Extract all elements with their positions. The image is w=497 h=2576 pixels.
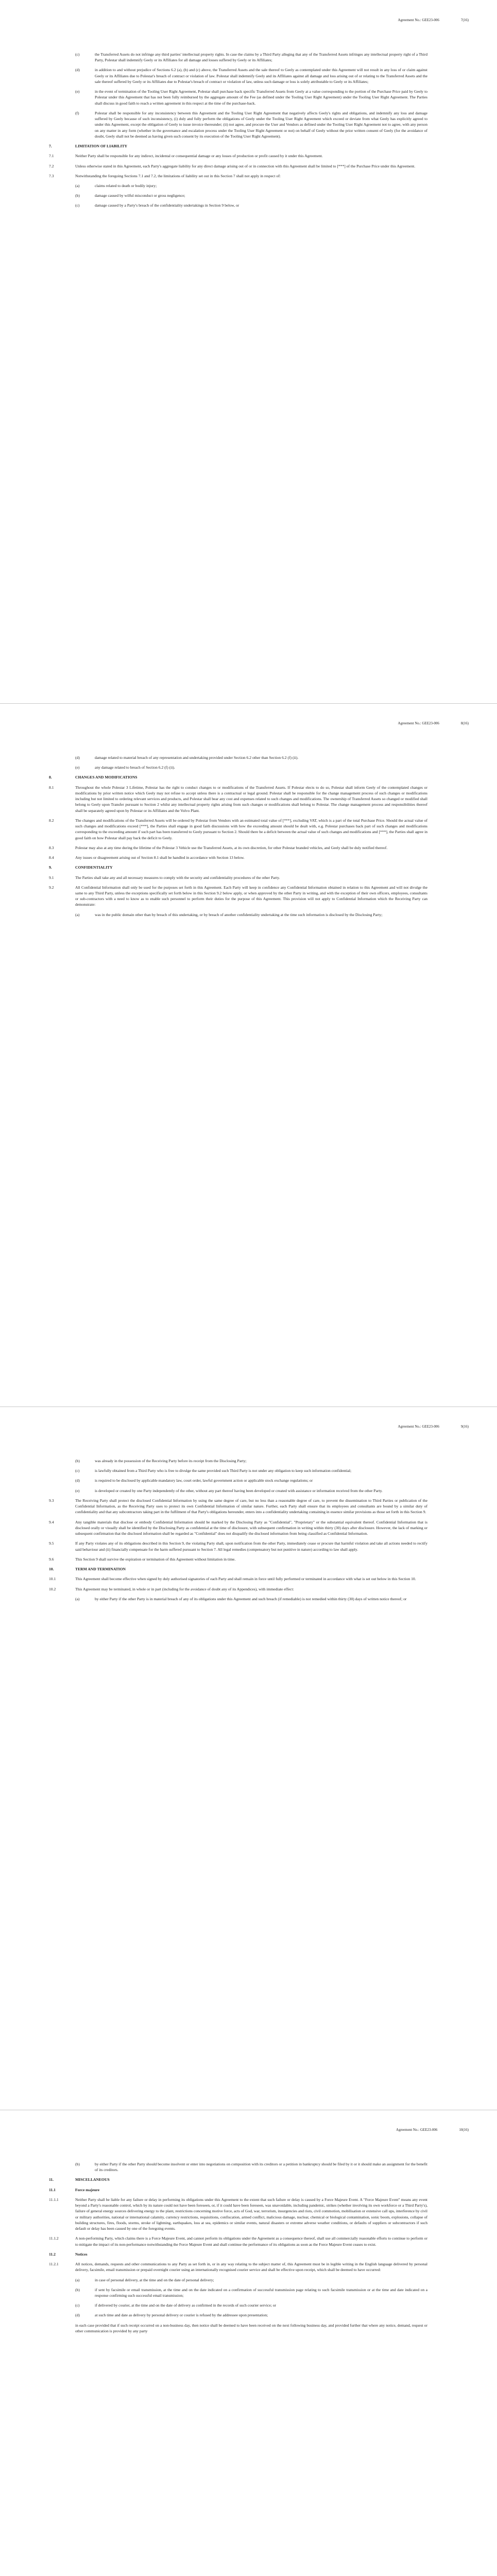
sub-clause-text: damage related to material breach of any representation and undertaking provided under Section 6.2 other than Section 6.2 (f) (ii). xyxy=(95,755,299,760)
sub-clause-label: (d) xyxy=(75,2313,80,2318)
clause xyxy=(49,2235,427,2247)
page xyxy=(0,2110,497,2576)
page-number: 7(16) xyxy=(460,18,469,22)
agreement-number: Agreement No.: GEE23-006 xyxy=(398,1425,439,1429)
agreement-number: Agreement No.: GEE23-006 xyxy=(398,18,439,22)
clause xyxy=(49,885,427,908)
section-heading xyxy=(49,774,427,780)
sub-clause-text: Polestar shall be responsible for any inconsistency between this Agreement and the Tooling User Right Agreement that negatively affects Geely's rights and obligations, and indemnify any loss and damage suffered by Geely because of such inconsistency, (i) duly and fully perform the obligations of Geely under the Tooling User Right Agreement which exceed or deviate from what Geely has explicitly agreed to under this Agreement, except the obligation of Geely to issue invoice thereunder; (ii) not agree, and procure the User and Vendors as defined under the Tooling User Right Agreement not to agree, with any person on any matter in any form (whether in the governance and escalation process under the Tooling User Right Agreement or not) on behalf of Geely without the prior written consent of Geely (for the avoidance of doubt, Geely shall not be deemed as having given such consent by its execution of the Tooling User Right Agreement). xyxy=(95,110,427,139)
paragraph xyxy=(49,2323,427,2334)
sub-clause-text: was in the public domain other than by breach of this undertaking, or by breach of another confidentiality undertaking at the time such information is disclosed by the Disclosing Party; xyxy=(95,912,383,917)
clause-number: 8.2 xyxy=(49,818,54,823)
sub-clause-label: (c) xyxy=(75,52,80,57)
sub-clause-label: (c) xyxy=(75,1468,80,1473)
clause xyxy=(49,1586,427,1592)
sub-clause-text: at such time and date as delivery by personal delivery or courier is refused by the addressee upon presentation; xyxy=(95,2313,268,2318)
section-title: TERM AND TERMINATION xyxy=(75,1567,126,1572)
clause xyxy=(49,1576,427,1582)
sub-clause-text: in case of personal delivery, at the time and on the date of personal delivery; xyxy=(95,2277,214,2282)
clause-number: 7.3 xyxy=(49,173,54,178)
clause-number: 10.1 xyxy=(49,1577,56,1582)
sub-clause-label: (d) xyxy=(75,755,80,760)
clause-text: The Receiving Party shall protect the disclosed Confidential Information by using the same degree of care, but no less than a reasonable degree of care, to prevent the dissemination to Third Parties or publication of the Confidential Information, as the Receiving Party uses to protect its own Confidential Information of similar nature. Further, each Party shall ensure that its employees and consultants are bound by a similar duty of confidentiality and that any subcontractors taking part in the fulfilment of that Party's obligations hereunder, enters into a confidentiality undertaking containing in essence similar provisions as those set forth in this Section 9. xyxy=(75,1498,427,1515)
clause-number: 9.2 xyxy=(49,885,54,890)
sub-clause-label: (d) xyxy=(75,67,80,73)
sub-clause-text: in the event of termination of the Tooling User Right Agreement, Polestar shall purchase back specific Transferred Assets from Geely at a value corresponding to the portion of the Purchase Price paid by Geely to Polestar under this Agreement that has not been fully reimbursed by the aggregate amount of the Fee (as defined under the Tooling User Right Agreement) under the Tooling User Right Agreement. The Parties shall discuss in good faith to reach a written agreement in this respect at the time of the purchase-back. xyxy=(95,89,427,106)
sub-clause xyxy=(49,912,427,918)
page-body xyxy=(49,1458,427,1606)
sub-clause-label: (b) xyxy=(75,1459,80,1463)
clause-number: 11.1.2 xyxy=(49,2236,59,2241)
clause-text: The Parties shall take any and all necessary measures to comply with the security and confidentiality procedures of the other Party. xyxy=(75,875,280,880)
page-body xyxy=(49,755,427,922)
sub-clause-label: (e) xyxy=(75,89,80,94)
clause xyxy=(49,163,427,169)
sub-clause-label: (f) xyxy=(75,110,79,115)
sub-clause-label: (d) xyxy=(75,1478,80,1483)
clause-number: 7.1 xyxy=(49,154,54,159)
sub-clause xyxy=(49,67,427,84)
sub-clause-text: was already in the possession of the Receiving Party before its receipt from the Disclosing Party; xyxy=(95,1459,247,1463)
clause-number: 11.2.1 xyxy=(49,2262,59,2267)
clause-text: Any issues or disagreement arising out of Section 8.1 shall be handled in accordance with Section 13 below. xyxy=(75,855,245,860)
page-body xyxy=(49,52,427,213)
page-body xyxy=(49,2161,427,2338)
page-separator xyxy=(0,1406,497,1407)
clause-text: Any tangible materials that disclose or embody Confidential Information should be marked by the Disclosing Party as "Confidential", "Proprietary" or the substantial equivalent thereof. Confidential Information that is disclosed orally or visually shall be identified by the Disclosing Party as confidential at the time of disclosure, with subsequent confirmation in writing within thirty (30) days after disclosure. However, the lack of marking or subsequent confirmation that the disclosed information shall be regarded as "Confidential" does not disqualify the disclosed information from being classified as Confidential Information. xyxy=(75,1519,427,1536)
page-separator xyxy=(0,703,497,704)
sub-clause xyxy=(49,193,427,198)
page-header xyxy=(398,18,469,22)
section-heading xyxy=(49,143,427,149)
sub-clause xyxy=(49,765,427,770)
clause xyxy=(49,818,427,841)
section-title: MISCELLANEOUS xyxy=(75,2177,110,2182)
section-title: CHANGES AND MODIFICATIONS xyxy=(75,775,138,780)
clause xyxy=(49,1540,427,1552)
section-title: LIMITATION OF LIABILITY xyxy=(75,144,128,149)
page-header xyxy=(396,2128,469,2132)
section-title: Notices xyxy=(75,2251,88,2257)
sub-clause-text: by either Party if the other Party is in material breach of any of its obligations under this Agreement and such breach (if remediable) is not remedied within thirty (30) days of written notice thereof; or xyxy=(95,1596,407,1601)
sub-clause-text: is required to be disclosed by applicable mandatory law, court order, lawful government action or applicable stock exchange regulations; or xyxy=(95,1478,313,1483)
sub-clause xyxy=(49,1488,427,1494)
sub-clause xyxy=(49,2161,427,2173)
sub-clause xyxy=(49,202,427,208)
page-number: 10(16) xyxy=(459,2128,469,2132)
sub-clause xyxy=(49,2312,427,2318)
sub-clause xyxy=(49,2302,427,2308)
sub-clause-text: is lawfully obtained from a Third Party who is free to divulge the same provided such Third Party is not under any obligation to keep such information confidential; xyxy=(95,1468,352,1473)
clause-number: 9.5 xyxy=(49,1541,54,1546)
clause-number: 9.6 xyxy=(49,1556,54,1562)
clause-text: Neither Party shall be liable for any failure or delay in performing its obligations under this Agreement to the extent that such failure or delay is caused by a Force Majeure Event. A "Force Majeure Event" means any event beyond a Party's reasonable control, which by its nature could not have been foreseen, or, if it could have been foreseen, was unavoidable, including pandemic, strikes (whether involving its own workforce or a Third Party's), failure of general energy sources delivering energy to the plant, restrictions concerning motive force, acts of God, war, terrorism, insurgencies and riots, civil commotion, mobilisation or extensive call ups, interference by civil or military authorities, national or international calamity, currency restrictions, requisitions, confiscation, armed conflict, malicious damage, nuclear, chemical or biological contamination, sonic boom, explosions, collapse of building structures, fires, floods, storms, stroke of lightning, earthquakes, loss at sea, epidemics or similar events, natural disasters or extreme adverse weather conditions, or defaults of suppliers or subcontractors if such default or delay has been caused by one of the foregoing events. xyxy=(75,2197,427,2231)
sub-clause-label: (b) xyxy=(75,2287,80,2292)
sub-clause xyxy=(49,2277,427,2283)
clause xyxy=(49,1498,427,1515)
page xyxy=(0,703,497,1406)
agreement-number: Agreement No.: GEE23-006 xyxy=(396,2128,438,2132)
clause xyxy=(49,845,427,851)
sub-clause-text: any damage related to breach of Section 6.2 (f) (ii). xyxy=(95,765,175,770)
clause-number: 8.3 xyxy=(49,845,54,850)
sub-clause-label: (a) xyxy=(75,1596,80,1601)
sub-clause-label: (b) xyxy=(75,2162,80,2166)
clause-text: All notices, demands, requests and other communications to any Party as set forth in, or in any way relating to the subject matter of, this Agreement must be in legible writing in the English language delivered by personal delivery, facsimile, email transmission or prepaid overnight courier using an internationally recognised courier service and shall be effective upon receipt, which shall be deemed to have occurred: xyxy=(75,2262,427,2273)
section-number: 11.1 xyxy=(49,2187,56,2192)
clause-text: If any Party violates any of its obligations described in this Section 9, the violating Party shall, upon notification from the other Party, immediately cease or procure that harmful violation and take all actions needed to rectify said behaviour and (ii) financially compensate for the harm suffered pursuant to Section 7. All legal remedies (compensatory but not punitive in nature) according to law shall apply. xyxy=(75,1541,427,1552)
clause xyxy=(49,2197,427,2231)
page-header xyxy=(398,721,469,725)
clause xyxy=(49,785,427,814)
section-heading xyxy=(49,865,427,870)
sub-clause-label: (e) xyxy=(75,765,80,770)
sub-clause-text: if sent by facsimile or email transmission, at the time and on the date indicated on a confirmation of successful transmission page relating to such facsimile transmission or at the time and date indicated on a response confirming such successful email transmission; xyxy=(95,2287,427,2298)
clause-text: This Agreement may be terminated, in whole or in part (including for the avoidance of doubt any of its Appendices), with immediate effect: xyxy=(75,1586,294,1591)
section-heading xyxy=(49,2251,427,2257)
sub-clause-text: if delivered by courier, at the time and on the date of delivery as confirmed in the records of such courier service; or xyxy=(95,2303,277,2308)
sub-clause xyxy=(49,110,427,139)
clause-text: A non-performing Party, which claims there is a Force Majeure Event, and cannot perform its obligations under the Agreement as a consequence thereof, shall use all commercially reasonable efforts to continue to perform or to mitigate the impact of its non-performance notwithstanding the Force Majeure Event and shall continue the performance of its obligations as soon as the Force Majeure Event ceases to exist. xyxy=(75,2236,427,2247)
section-number: 11. xyxy=(49,2177,54,2182)
page-number: 8(16) xyxy=(460,721,469,725)
clause-text: Notwithstanding the foregoing Sections 7.1 and 7.2, the limitations of liability set out in this Section 7 shall not apply in respect of: xyxy=(75,173,281,178)
section-heading xyxy=(49,2187,427,2193)
page-number: 9(16) xyxy=(460,1425,469,1429)
sub-clause-text: the Transferred Assets do not infringe any third parties' intellectual property rights. In case the claims by a Third Party alleging that any of the Transferred Assets infringes any intellectual property right of a Third Party, Polestar shall indemnify Geely or its Affiliates for all damage and losses suffered by Geely or its Affiliates; xyxy=(95,52,427,63)
indent-spacer xyxy=(49,2323,75,2334)
clause-text: Throughout the whole Polestar 3 Lifetime, Polestar has the right to conduct changes to or modifications of the Transferred Assets. If Polestar elects to do so, Polestar shall inform Geely of the contemplated changes or modifications by prior written notice which Geely may not refuse to accept unless there is a contractual or legal ground. Polestar shall be responsible for the change management process of such changes or modifications including but not limited to ordering relevant services and products, and Polestar shall bear any cost and expenses related to such changes and modifications. The ownership of Transferred Assets so changed or modified shall belong to Geely upon Transfer pursuant to Section 2 whilst any intellectual property rights arising from such changes or modifications shall belong to Polestar. The change management process and responsibilities thereof shall be separately agreed upon by Polestar or its Affiliates and the Volvo Plant. xyxy=(75,785,427,813)
clause-number: 8.4 xyxy=(49,855,54,860)
clause-text: All Confidential Information shall only be used for the purposes set forth in this Agreement. Each Party will keep in confidence any Confidential Information obtained in relation to this Agreement and will not divulge the same to any Third Party, unless the exceptions specifically set forth below in this Section 9.2 below apply, or when approved by the other Party in writing, and with the exception of their own officers, employees, consultants or sub-contractors with a need to know as to enable such personnel to perform their duties for the purpose of this Agreement. This provision will not apply to Confidential Information which the Receiving Party can demonstrate: xyxy=(75,885,427,907)
page xyxy=(0,1406,497,2110)
clause-number: 10.2 xyxy=(49,1586,56,1591)
sub-clause-text: claims related to death or bodily injury; xyxy=(95,183,157,188)
sub-clause xyxy=(49,2287,427,2298)
section-number: 7. xyxy=(49,144,52,149)
sub-clause-text: damage caused by a Party's breach of the confidentiality undertakings in Section 9 below, or xyxy=(95,203,239,208)
section-number: 9. xyxy=(49,865,52,870)
page xyxy=(0,0,497,703)
clause xyxy=(49,1556,427,1562)
clause-text: This Agreement shall become effective when signed by duly authorised signatories of each Party and shall remain in force until fully performed or terminated in accordance with what is set out below in this Section 10. xyxy=(75,1577,416,1582)
paragraph-text: in each case provided that if such receipt occurred on a non-business day, then notice shall be deemed to have been received on the next following business day, and provided further that where any notice, demand, request or other communication is provided by any party xyxy=(75,2323,427,2333)
clause xyxy=(49,2261,427,2273)
clause xyxy=(49,855,427,860)
clause-text: Neither Party shall be responsible for any indirect, incidental or consequential damage or any losses of production or profit caused by it under this Agreement. xyxy=(75,154,323,159)
sub-clause-label: (e) xyxy=(75,1488,80,1493)
clause-number: 9.3 xyxy=(49,1498,54,1503)
clause-text: Polestar may also at any time during the lifetime of the Polestar 3 Vehicle use the Transferred Assets, at its own discretion, for other Polestar branded vehicles, and Geely shall be duly notified thereof. xyxy=(75,845,388,850)
clause xyxy=(49,1519,427,1537)
sub-clause xyxy=(49,89,427,106)
sub-clause xyxy=(49,1458,427,1464)
section-number: 8. xyxy=(49,775,52,780)
clause-number: 7.2 xyxy=(49,163,54,168)
sub-clause xyxy=(49,1596,427,1602)
sub-clause-label: (c) xyxy=(75,203,80,208)
sub-clause xyxy=(49,1468,427,1473)
section-heading xyxy=(49,1566,427,1572)
sub-clause-text: damage caused by wilful misconduct or gross negligence; xyxy=(95,193,185,198)
sub-clause-label: (a) xyxy=(75,912,80,917)
sub-clause-label: (a) xyxy=(75,183,80,188)
sub-clause-label: (c) xyxy=(75,2303,80,2308)
sub-clause-label: (a) xyxy=(75,2277,80,2282)
clause-number: 9.4 xyxy=(49,1519,54,1524)
clause-text: This Section 9 shall survive the expiration or termination of this Agreement without limitation in time. xyxy=(75,1556,236,1562)
section-heading xyxy=(49,2177,427,2182)
sub-clause-text: is developed or created by one Party independently of the other, without any part thereof having been developed or created with assistance or information received from the other Party. xyxy=(95,1488,383,1493)
clause xyxy=(49,173,427,179)
section-number: 11.2 xyxy=(49,2251,56,2257)
clause xyxy=(49,153,427,159)
page-header xyxy=(398,1425,469,1429)
sub-clause xyxy=(49,1478,427,1483)
sub-clause xyxy=(49,755,427,760)
clause-number: 11.1.1 xyxy=(49,2197,59,2202)
sub-clause xyxy=(49,183,427,189)
clause-number: 9.1 xyxy=(49,875,54,880)
sub-clause-label: (b) xyxy=(75,193,80,198)
clause-text: The changes and modifications of the Transferred Assets will be ordered by Polestar from Vendors with an estimated total value of [***], excluding VAT, which is a part of the total Purchase Price. Should the actual value of such changes and modifications exceed [***], the Parties shall engage in good faith discussions with how the exceeding amount should be dealt with, e.g. Polestar purchases back part of such changes and modifications corresponding to the exceeding amount if such part has been transferred to Geely pursuant to Section 2. Should there be a deficit between the actual value of such changes and modifications and [***], the Parties shall agree in good faith on how Polestar shall pay back the deficit to Geely. xyxy=(75,818,427,840)
section-title: Force majeure xyxy=(75,2187,100,2192)
agreement-number: Agreement No.: GEE23-006 xyxy=(398,721,439,725)
sub-clause xyxy=(49,52,427,63)
clause-number: 8.1 xyxy=(49,785,54,790)
clause-text: Unless otherwise stated in this Agreement, each Party's aggregate liability for any direct damage arising out of or in connection with this Agreement shall be limited to [***] of the Purchase Price under this Agreement. xyxy=(75,163,416,168)
section-title: CONFIDENTIALITY xyxy=(75,865,113,870)
section-number: 10. xyxy=(49,1567,54,1572)
sub-clause-text: by either Party if the other Party should become insolvent or enter into negotiations on composition with its creditors or a petition in bankruptcy should be filed by it or it should make an assignment for the benefit of its creditors. xyxy=(95,2162,427,2173)
clause xyxy=(49,875,427,880)
sub-clause-text: in addition to and without prejudice of Sections 6.2 (a), (b) and (c) above, the Transferred Assets and the sale thereof to Geely as contemplated under this Agreement will not result in any loss of or claim against Geely or its Affiliates due to Polestar's breach of contract or violation of law. Polestar shall indemnify Geely and its Affiliates against all damage and loss arising out of or relating to the Transferred Assets and the sale thereof suffered by Geely or its Affiliates due to Polestar's breach of contract or violation of law, unless such damage or loss is solely attributable to Geely or its Affiliates; xyxy=(95,67,427,84)
